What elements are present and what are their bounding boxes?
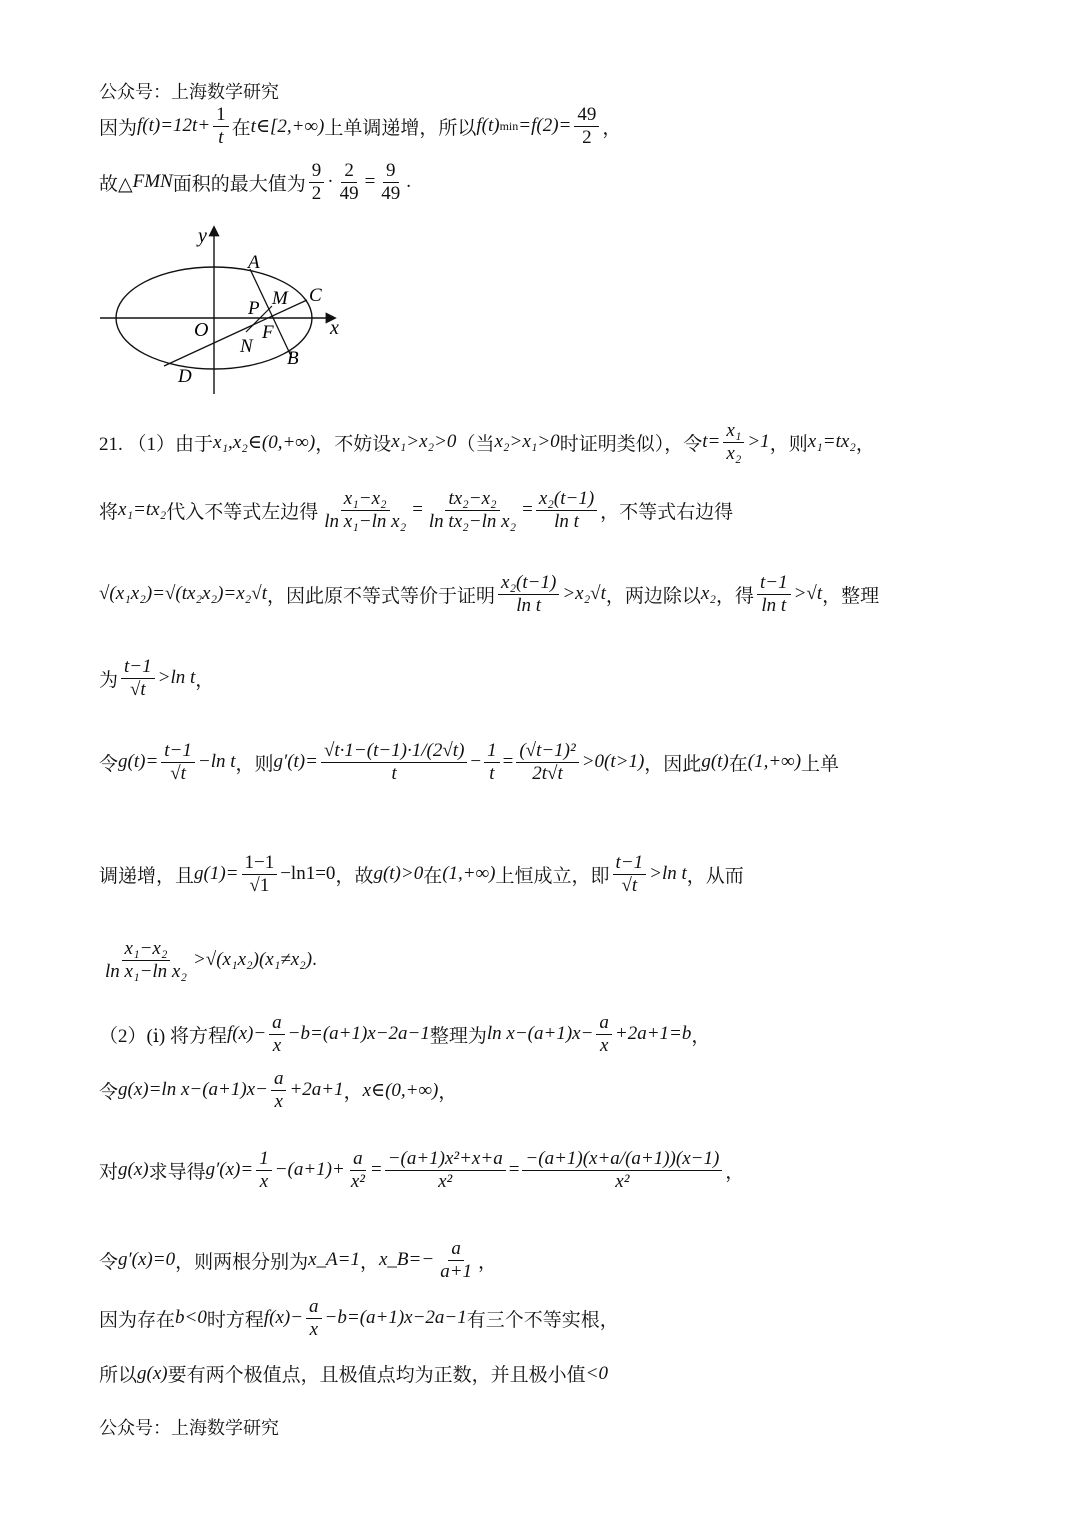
text: 时证明类似），令 xyxy=(559,433,703,455)
text: （当 xyxy=(456,433,495,455)
formula: >√(x₁x₂)(x₁≠x₂) xyxy=(192,949,313,971)
formula: g(x) xyxy=(118,1159,149,1181)
text: 所以 xyxy=(99,1365,138,1386)
solution-line-14 xyxy=(99,1296,619,1341)
solution-line-10 xyxy=(99,1012,710,1057)
text: ， xyxy=(691,1025,711,1047)
text: ，整理 xyxy=(822,585,880,607)
fraction: $\frac{9}{2}$ xyxy=(309,160,325,205)
formula: x₁,x₂∈(0,+∞) xyxy=(213,431,316,453)
formula: g′(x)= xyxy=(205,1159,254,1181)
fraction: $\frac{t-1}{√t}$ xyxy=(161,740,195,785)
formula: t= xyxy=(702,431,721,453)
text: ，则 xyxy=(769,433,808,455)
text: 代入不等式左边得 xyxy=(166,501,319,523)
formula: g(x)=ln x−(a+1)x− xyxy=(118,1079,268,1101)
formula: g′(x)=0 xyxy=(118,1249,176,1271)
text: 调递增，且 xyxy=(99,865,195,887)
text: 将 xyxy=(99,501,119,523)
text: ，得 xyxy=(715,585,754,607)
formula: g′(t)= xyxy=(273,751,318,773)
formula: >ln t xyxy=(649,863,687,885)
formula: (1,+∞) xyxy=(442,863,496,885)
text: 因为存在 xyxy=(99,1309,176,1331)
solution-line-7 xyxy=(99,740,839,785)
formula: −ln1=0 xyxy=(280,863,336,885)
fraction: $\frac{49}{2}$ xyxy=(574,104,599,149)
text: = xyxy=(412,499,423,521)
formula: x₁>x₂>0 xyxy=(391,431,457,453)
text: ， xyxy=(602,117,622,139)
text: ，则两根分别为 xyxy=(175,1251,309,1273)
text: 面积的最大值为 xyxy=(172,173,306,195)
text: 令 xyxy=(99,753,119,775)
solution-line-12 xyxy=(99,1148,744,1193)
fraction: $\frac{\text{x₁−x₂}}{\text{ln x₁−ln x₂}}$ xyxy=(105,938,187,982)
formula: x₁=tx₂ xyxy=(118,499,167,521)
formula: −ln t xyxy=(197,751,236,773)
solution-line-6 xyxy=(99,656,214,701)
ellipse-figure xyxy=(96,222,356,402)
text: 在 xyxy=(728,753,748,775)
formula: FMN xyxy=(132,171,173,193)
solution-line-1 xyxy=(99,104,621,149)
solution-line-11 xyxy=(99,1068,457,1113)
formula: >0(t>1) xyxy=(581,751,645,773)
solution-line-13 xyxy=(99,1238,497,1283)
text: = xyxy=(364,171,376,193)
formula: g(t) xyxy=(701,751,729,773)
fraction: $\frac{\text{x₁}}{\text{x₂}}$ xyxy=(723,420,744,465)
formula: x₁=tx₂ xyxy=(807,431,856,453)
formula: +2a+1 xyxy=(289,1079,344,1101)
fraction: $\frac{\text{(√t−1)²}}{2t√t}$ xyxy=(516,740,578,785)
solution-line-9 xyxy=(99,938,317,983)
text: ，两边除以 xyxy=(605,585,701,607)
formula: x₂>x₁>0 xyxy=(494,431,560,453)
text: = xyxy=(508,1159,520,1181)
formula: (1,+∞) xyxy=(747,751,802,773)
label-f: F xyxy=(262,322,274,343)
formula: −b=(a+1)x−2a−1 xyxy=(287,1023,430,1045)
fraction: $\frac{t-1}{√t}$ xyxy=(613,852,647,897)
formula: f(x)− xyxy=(226,1023,267,1045)
label-d: D xyxy=(178,366,192,387)
fraction: $\frac{1}{t}$ xyxy=(213,104,229,149)
fraction: $\frac{t-1}{√t}$ xyxy=(121,656,155,701)
formula: −b=(a+1)x−2a−1 xyxy=(324,1307,467,1329)
text: ，故 xyxy=(335,865,374,887)
label-m: M xyxy=(272,288,288,309)
text: 整理为 xyxy=(429,1025,487,1047)
text: = xyxy=(370,1159,382,1181)
text: ，因此 xyxy=(644,753,702,775)
solution-line-8 xyxy=(99,852,744,897)
label-n: N xyxy=(240,336,253,357)
fraction: $\frac{a}{x}$ xyxy=(271,1068,287,1113)
formula: x_A=1 xyxy=(308,1249,360,1271)
text: = xyxy=(522,499,533,521)
fraction: $\frac{\text{x₁−x₂}}{\text{ln x₁−ln x₂}}$ xyxy=(324,488,407,532)
text: ， xyxy=(438,1081,458,1103)
text: = xyxy=(502,751,514,773)
label-p: P xyxy=(248,298,260,319)
text: ， xyxy=(855,433,875,455)
formula: x∈(0,+∞) xyxy=(362,1079,439,1101)
text: . xyxy=(312,949,317,971)
solution-line-15 xyxy=(99,1360,608,1387)
text: ， xyxy=(725,1161,745,1183)
fraction: $\frac{\text{x₂(t−1)}}{\text{ln t}}$ xyxy=(536,488,597,533)
text: 要有两个极值点，且极值点均为正数，并且极小值 xyxy=(167,1365,586,1386)
label-o: O xyxy=(194,319,209,341)
formula: x_B=− xyxy=(379,1249,435,1271)
text: 时方程 xyxy=(206,1309,264,1331)
text: ， xyxy=(359,1251,379,1273)
formula: >√t xyxy=(793,583,823,605)
fraction: $\frac{a}{x}$ xyxy=(596,1012,612,1057)
fraction: $\frac{2}{49}$ xyxy=(339,160,359,204)
fraction: $\frac{1-1}{√1}$ xyxy=(242,852,278,897)
text: ，不等式右边得 xyxy=(600,501,734,523)
fraction: $\frac{\text{−(a+1)x²+x+a}}{\text{x²}}$ xyxy=(385,1148,506,1193)
formula: g(1)= xyxy=(194,863,239,885)
label-c: C xyxy=(309,285,322,306)
fraction: $\frac{-(a+1)(x+a/(a+1))(x-1)}{\text{x²}}$ xyxy=(522,1148,722,1193)
formula: t∈[2,+∞) xyxy=(250,115,325,137)
formula: =f(2)= xyxy=(518,115,572,137)
solution-line-3 xyxy=(99,420,875,465)
formula: ln x−(a+1)x− xyxy=(486,1023,594,1045)
text: ， xyxy=(343,1081,363,1103)
formula: f(t)=12t+ xyxy=(137,115,211,137)
subscript: min xyxy=(499,118,519,133)
formula: x₂ xyxy=(700,583,716,605)
solution-line-5 xyxy=(99,572,879,617)
label-x: x xyxy=(330,317,339,339)
text: （2）(ⅰ) 将方程 xyxy=(99,1025,227,1047)
formula: b<0 xyxy=(175,1307,207,1329)
formula: >ln t xyxy=(157,667,196,689)
page-header: 公众号：上海数学研究 xyxy=(99,82,279,103)
fraction: $\frac{a}{\text{x²}}$ xyxy=(350,1148,365,1192)
text: 令 xyxy=(99,1251,119,1273)
text: 上单 xyxy=(801,753,840,775)
text: 故△ xyxy=(99,173,133,195)
formula: f(x)− xyxy=(263,1307,304,1329)
formula: √(x₁x₂)=√(tx₂x₂)=x₂√t xyxy=(99,583,267,605)
formula: +2a+1=b xyxy=(614,1023,692,1045)
text: 21. （1）由于 xyxy=(99,433,214,455)
text: 在 xyxy=(423,865,443,887)
label-b: B xyxy=(287,348,299,369)
fraction: $\frac{1}{t}$ xyxy=(484,740,500,785)
text: 求导得 xyxy=(148,1161,206,1183)
text: 令 xyxy=(99,1081,119,1103)
label-a: A xyxy=(248,252,260,273)
text: · xyxy=(327,171,334,193)
formula: −(a+1)+ xyxy=(274,1159,345,1181)
formula: g(x) xyxy=(137,1362,168,1384)
fraction: $\frac{\text{tx₂−x₂}}{\text{ln tx₂−ln x₂}}$ xyxy=(428,488,517,532)
formula: >1 xyxy=(747,431,770,453)
text: − xyxy=(470,751,482,773)
solution-line-4 xyxy=(99,488,733,533)
text: ， xyxy=(195,669,215,691)
fraction: $\frac{t-1}{\text{ln t}}$ xyxy=(757,572,791,617)
fraction: $\frac{a}{x}$ xyxy=(306,1296,322,1341)
formula: <0 xyxy=(585,1362,608,1384)
text: 因为 xyxy=(99,117,138,139)
fraction: $\frac{a}{x}$ xyxy=(269,1012,285,1057)
label-y: y xyxy=(198,225,207,247)
text: 对 xyxy=(99,1161,119,1183)
fraction: $\frac{1}{x}$ xyxy=(256,1148,272,1193)
solution-line-2 xyxy=(99,160,411,205)
text: . xyxy=(406,171,412,193)
page-footer: 公众号：上海数学研究 xyxy=(99,1418,279,1439)
text: ，不妨设 xyxy=(315,433,392,455)
formula: f(t) xyxy=(476,115,500,137)
formula: g(t)>0 xyxy=(373,863,424,885)
text: ，则 xyxy=(235,753,274,775)
text: 上恒成立，即 xyxy=(495,865,610,887)
fraction: $\frac{√t\cdot 1-(t-1)\cdot 1/(2√t)}{t}$ xyxy=(321,740,467,785)
fraction: $\frac{\text{x₂(t−1)}}{\text{ln t}}$ xyxy=(498,572,559,617)
text: 有三个不等实根， xyxy=(466,1309,619,1331)
formula: g(t)= xyxy=(118,751,159,773)
text: 上单调递增，所以 xyxy=(324,117,477,139)
chord-cd xyxy=(164,300,307,366)
text: ，从而 xyxy=(686,865,744,887)
text: ， xyxy=(478,1251,498,1273)
text: 在 xyxy=(231,117,251,139)
fraction: $\frac{9}{49}$ xyxy=(381,160,401,204)
formula: >x₂√t xyxy=(562,583,606,605)
text: 为 xyxy=(99,669,119,691)
text: ，因此原不等式等价于证明 xyxy=(267,585,496,607)
fraction: $\frac{a}{a+1}$ xyxy=(440,1238,473,1282)
